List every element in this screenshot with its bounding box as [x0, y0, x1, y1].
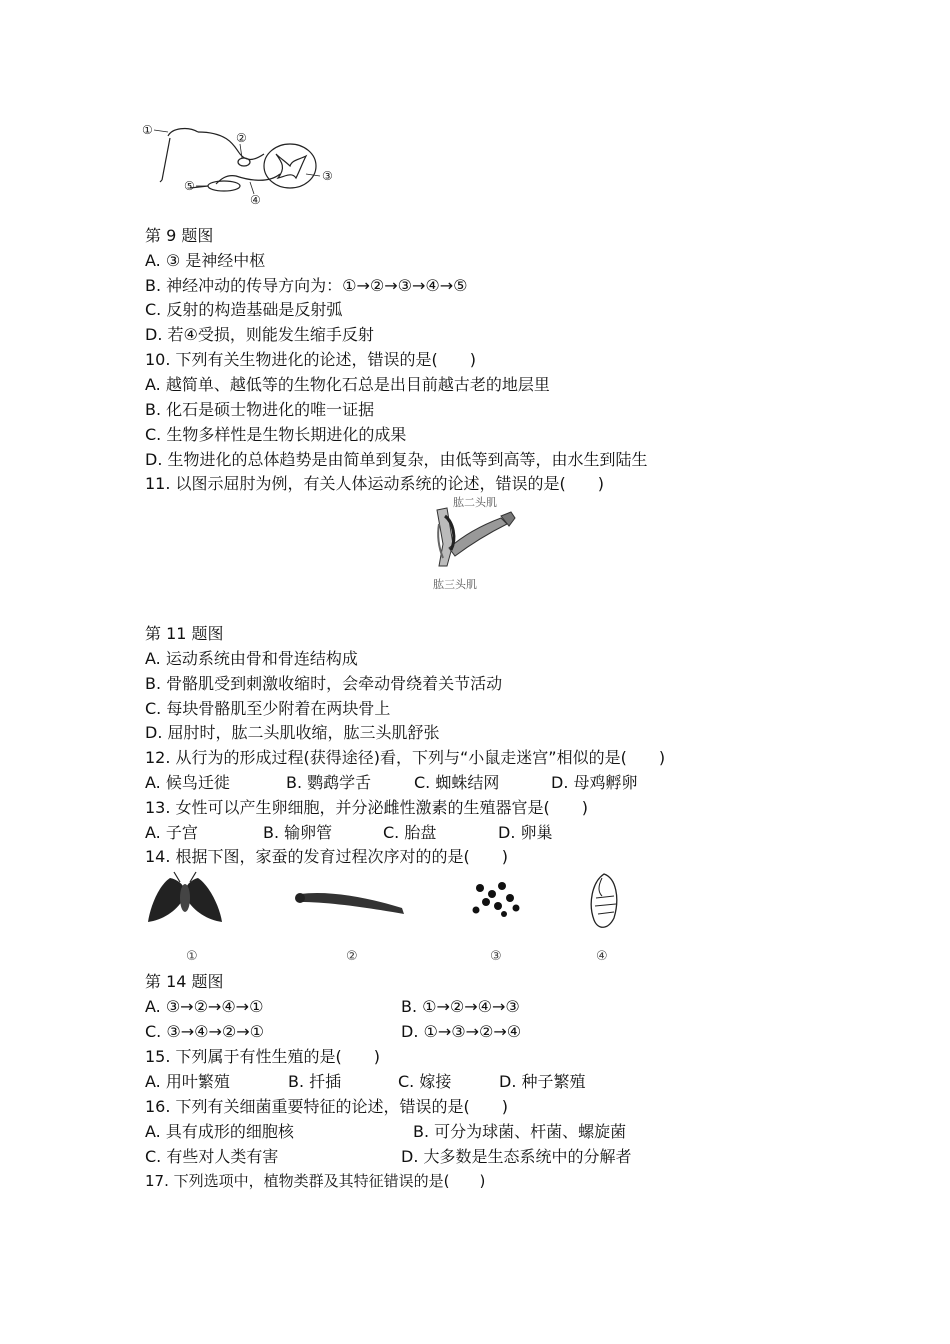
q14-option-d: D. ①→③→②→④ [401, 1022, 522, 1041]
q12-stem: 12. 从行为的形成过程(获得途径)看，下列与“小鼠走迷宫”相似的是( ) [145, 748, 666, 767]
fig11-caption: 第 11 题图 [145, 624, 224, 643]
q13-option-b: B. 输卵管 [263, 823, 333, 842]
q12-option-c: C. 蜘蛛结网 [414, 773, 500, 792]
q12-option-d: D. 母鸡孵卵 [551, 773, 638, 792]
q11-stem: 11. 以图示屈肘为例，有关人体运动系统的论述，错误的是( ) [145, 474, 605, 493]
fig14-label-1: ① [186, 949, 198, 964]
q13-option-d: D. 卵巢 [498, 823, 553, 842]
moth-image [148, 872, 222, 922]
q11-option-c: C. 每块骨骼肌至少附着在两块骨上 [145, 699, 391, 718]
q15-stem: 15. 下列属于有性生殖的是( ) [145, 1047, 381, 1066]
q15-option-a: A. 用叶繁殖 [145, 1072, 230, 1091]
q13-option-a: A. 子宫 [145, 823, 198, 842]
q13-option-c: C. 胎盘 [383, 823, 437, 842]
q12-option-a: A. 候鸟迁徙 [145, 773, 230, 792]
fig9-marker-3: ③ [322, 169, 333, 183]
silkworm-stages-figure [140, 868, 630, 968]
q16-option-b: B. 可分为球菌、杆菌、螺旋菌 [413, 1122, 627, 1141]
q14-option-c: C. ③→④→②→① [145, 1022, 264, 1041]
fig14-label-4: ④ [596, 949, 608, 964]
fig11-label-biceps: 肱二头肌 [453, 496, 497, 509]
q11-option-d: D. 屈肘时，肱二头肌收缩，肱三头肌舒张 [145, 723, 440, 742]
fig9-marker-4: ④ [250, 193, 261, 207]
q14-option-a: A. ③→②→④→① [145, 997, 264, 1016]
fig9-caption: 第 9 题图 [145, 226, 214, 245]
fig9-marker-5: ⑤ [184, 179, 195, 193]
q16-option-d: D. 大多数是生态系统中的分解者 [401, 1147, 632, 1166]
q9-option-a: A. ③ 是神经中枢 [145, 251, 266, 270]
q15-option-b: B. 扦插 [288, 1072, 342, 1091]
q16-stem: 16. 下列有关细菌重要特征的论述，错误的是( ) [145, 1097, 509, 1116]
pupa-image [591, 874, 617, 927]
q10-option-a: A. 越简单、越低等的生物化石总是出目前越古老的地层里 [145, 375, 550, 394]
q9-option-c: C. 反射的构造基础是反射弧 [145, 300, 343, 319]
q16-option-c: C. 有些对人类有害 [145, 1147, 279, 1166]
fig14-caption: 第 14 题图 [145, 972, 224, 991]
q14-option-b: B. ①→②→④→③ [401, 997, 520, 1016]
q15-option-d: D. 种子繁殖 [499, 1072, 586, 1091]
q12-option-b: B. 鹦鹉学舌 [286, 773, 372, 792]
q9-option-d: D. 若④受损，则能发生缩手反射 [145, 325, 374, 344]
fig9-marker-1: ① [142, 123, 153, 137]
eggs-image [473, 882, 520, 917]
q10-stem: 10. 下列有关生物进化的论述，错误的是( ) [145, 350, 477, 369]
q13-stem: 13. 女性可以产生卵细胞，并分泌雌性激素的生殖器官是( ) [145, 798, 589, 817]
q16-option-a: A. 具有成形的细胞核 [145, 1122, 294, 1141]
q11-option-a: A. 运动系统由骨和骨连结构成 [145, 649, 358, 668]
q10-option-b: B. 化石是硕士物进化的唯一证据 [145, 400, 375, 419]
fig11-label-triceps: 肱三头肌 [433, 578, 477, 591]
q9-option-b: B. 神经冲动的传导方向为：①→②→③→④→⑤ [145, 276, 468, 295]
q14-stem: 14. 根据下图，家蚕的发育过程次序对的的是( ) [145, 847, 509, 866]
q17-stem: 17. 下列选项中，植物类群及其特征错误的是( ) [145, 1172, 486, 1190]
q10-option-d: D. 生物进化的总体趋势是由简单到复杂，由低等到高等，由水生到陆生 [145, 450, 648, 469]
fig9-marker-2: ② [236, 131, 247, 145]
q15-option-c: C. 嫁接 [398, 1072, 452, 1091]
q10-option-c: C. 生物多样性是生物长期进化的成果 [145, 425, 407, 444]
larva-image [295, 893, 404, 914]
elbow-flex-figure [425, 494, 525, 594]
fig14-label-3: ③ [490, 949, 502, 964]
fig14-label-2: ② [346, 949, 358, 964]
reflex-arc-figure [140, 118, 340, 210]
q11-option-b: B. 骨骼肌受到刺激收缩时，会牵动骨绕着关节活动 [145, 674, 503, 693]
